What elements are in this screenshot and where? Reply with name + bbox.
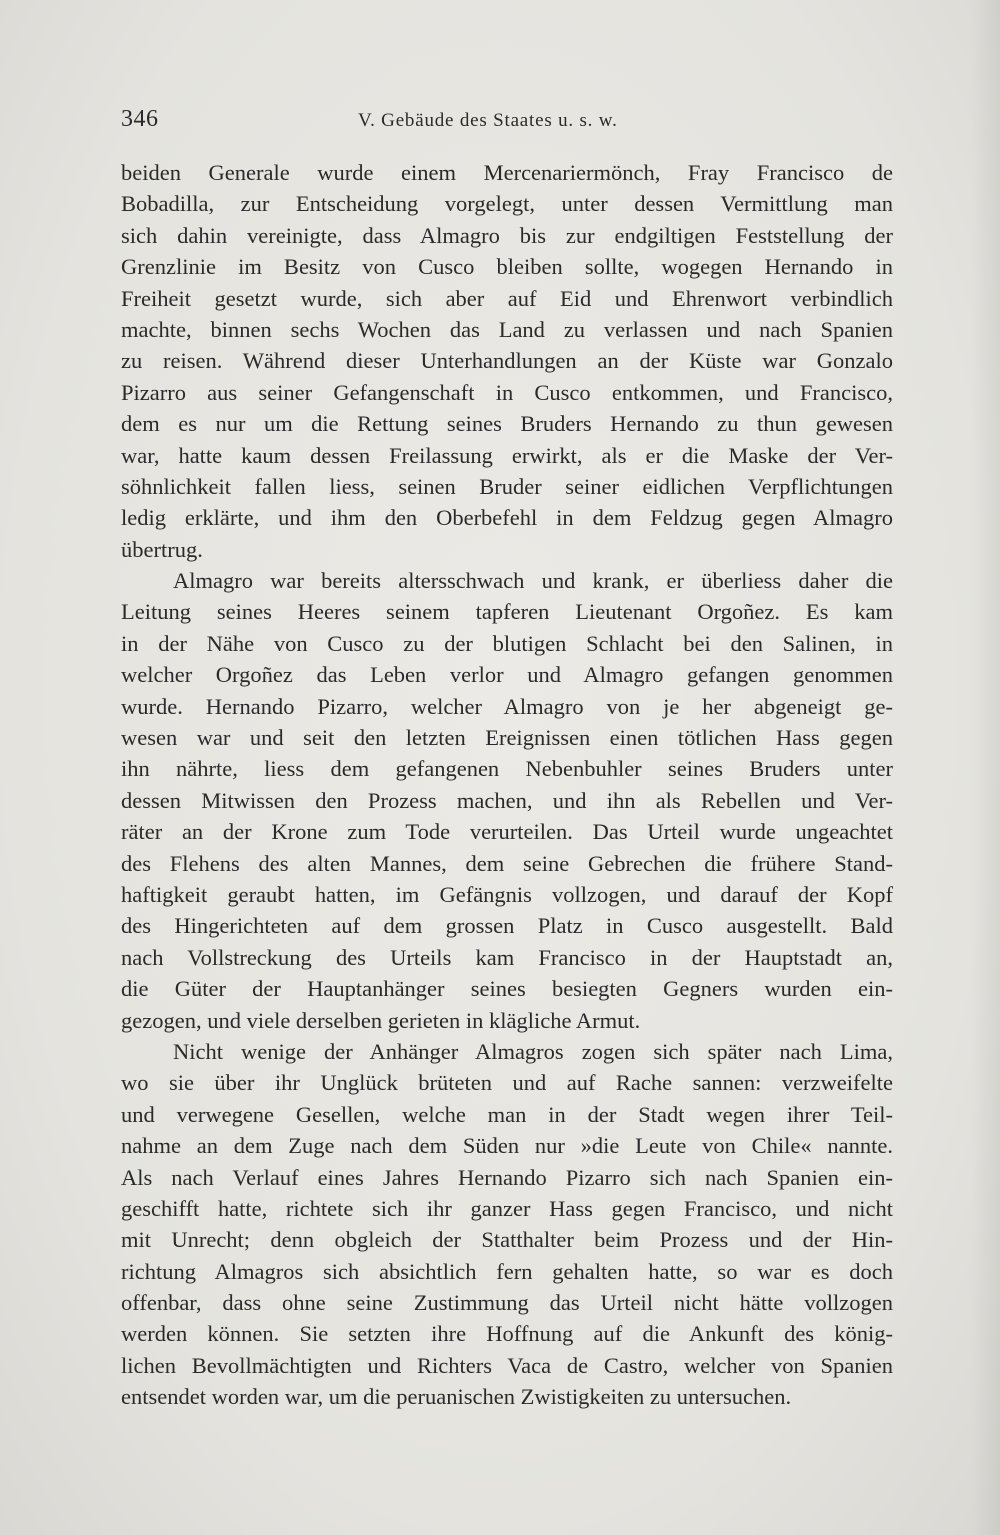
text-line: Leitung seines Heeres seinem tapferen Lieutenant Orgoñez. Es kam [121, 599, 893, 625]
text-line: räter an der Krone zum Tode verurteilen. Das Urteil wurde ungeachtet [121, 819, 893, 845]
text-line: dessen Mitwissen den Prozess machen, und ihn als Rebellen und Ver- [121, 787, 893, 813]
text-line: lichen Bevollmächtigten und Richters Vaca de Castro, welcher von Spanien [121, 1352, 893, 1378]
text-line: haftigkeit geraubt hatten, im Gefängnis vollzogen, und darauf der Kopf [121, 881, 893, 907]
text-line: sich dahin vereinigte, dass Almagro bis zur endgiltigen Feststellung der [121, 222, 893, 248]
text-line: Nicht wenige der Anhänger Almagros zogen sich später nach Lima, [173, 1038, 893, 1064]
text-line: zu reisen. Während dieser Unterhandlungen an der Küste war Gonzalo [121, 348, 893, 374]
text-line: dem es nur um die Rettung seines Bruders Hernando zu thun gewesen [121, 411, 893, 437]
text-line: und verwegene Gesellen, welche man in der Stadt wegen ihrer Teil- [121, 1101, 893, 1127]
text-line: söhnlichkeit fallen liess, seinen Bruder seiner eidlichen Verpflichtungen [121, 473, 893, 499]
text-line: die Güter der Hauptanhänger seines besiegten Gegners wurden ein- [121, 976, 893, 1002]
text-body [121, 157, 893, 1413]
text-line: in der Nähe von Cusco zu der blutigen Schlacht bei den Salinen, in [121, 630, 893, 656]
text-line: des Hingerichteten auf dem grossen Platz in Cusco ausgestellt. Bald [121, 913, 893, 939]
text-line: Als nach Verlauf eines Jahres Hernando Pizarro sich nach Spanien ein- [121, 1164, 893, 1190]
text-line: beiden Generale wurde einem Mercenariermönch, Fray Francisco de [121, 160, 893, 185]
page-edge-shadow [970, 0, 1000, 1535]
text-line: welcher Orgoñez das Leben verlor und Almagro gefangen genommen [121, 662, 893, 688]
text-line: wesen war und seit den letzten Ereignissen einen tötlichen Hass gegen [121, 725, 893, 751]
text-line: Freiheit gesetzt wurde, sich aber auf Eid und Ehrenwort verbindlich [121, 285, 893, 311]
text-line: gezogen, und viele derselben gerieten in klägliche Armut. [121, 1007, 641, 1033]
text-line: werden können. Sie setzten ihre Hoffnung auf die Ankunft des könig- [121, 1321, 893, 1347]
paragraph [121, 157, 893, 565]
text-line: Bobadilla, zur Entscheidung vorgelegt, unter dessen Vermittlung man [121, 191, 893, 217]
text-line: mit Unrecht; denn obgleich der Statthalter beim Prozess und der Hin- [121, 1227, 893, 1253]
text-line: nahme an dem Zuge nach dem Süden nur »die Leute von Chile« nannte. [121, 1133, 893, 1159]
text-line: offenbar, dass ohne seine Zustimmung das Urteil nicht hätte vollzogen [121, 1290, 893, 1316]
text-line: nach Vollstreckung des Urteils kam Francisco in der Hauptstadt an, [121, 944, 893, 970]
page-number: 346 [121, 106, 159, 132]
text-line: geschifft hatte, richtete sich ihr ganzer Hass gegen Francisco, und nicht [121, 1195, 893, 1221]
text-line: ledig erklärte, und ihm den Oberbefehl in dem Feldzug gegen Almagro [121, 505, 893, 531]
text-line: ihn nährte, liess dem gefangenen Nebenbuhler seines Bruders unter [121, 756, 893, 782]
text-line: des Flehens des alten Mannes, dem seine Gebrechen die frühere Stand- [121, 850, 893, 876]
text-line: Almagro war bereits altersschwach und krank, er überliess daher die [173, 568, 893, 594]
paragraph [121, 1036, 893, 1413]
running-head [121, 106, 891, 142]
running-head-title: V. Gebäude des Staates u. s. w. [358, 110, 618, 131]
text-line: richtung Almagros sich absichtlich fern gehalten hatte, so war es doch [121, 1258, 893, 1284]
text-line: machte, binnen sechs Wochen das Land zu verlassen und nach Spanien [121, 316, 893, 342]
text-line: entsendet worden war, um die peruanischen Zwistigkeiten zu untersuchen. [121, 1384, 792, 1410]
paragraph [121, 565, 893, 1036]
text-line: übertrug. [121, 536, 203, 562]
text-line: wurde. Hernando Pizarro, welcher Almagro von je her abgeneigt ge- [121, 693, 893, 719]
text-line: war, hatte kaum dessen Freilassung erwirkt, als er die Maske der Ver- [121, 442, 893, 468]
text-line: Grenzlinie im Besitz von Cusco bleiben sollte, wogegen Hernando in [121, 254, 893, 280]
text-line: wo sie über ihr Unglück brüteten und auf Rache sannen: verzweifelte [121, 1070, 893, 1096]
text-line: Pizarro aus seiner Gefangenschaft in Cusco entkommen, und Francisco, [121, 379, 893, 405]
